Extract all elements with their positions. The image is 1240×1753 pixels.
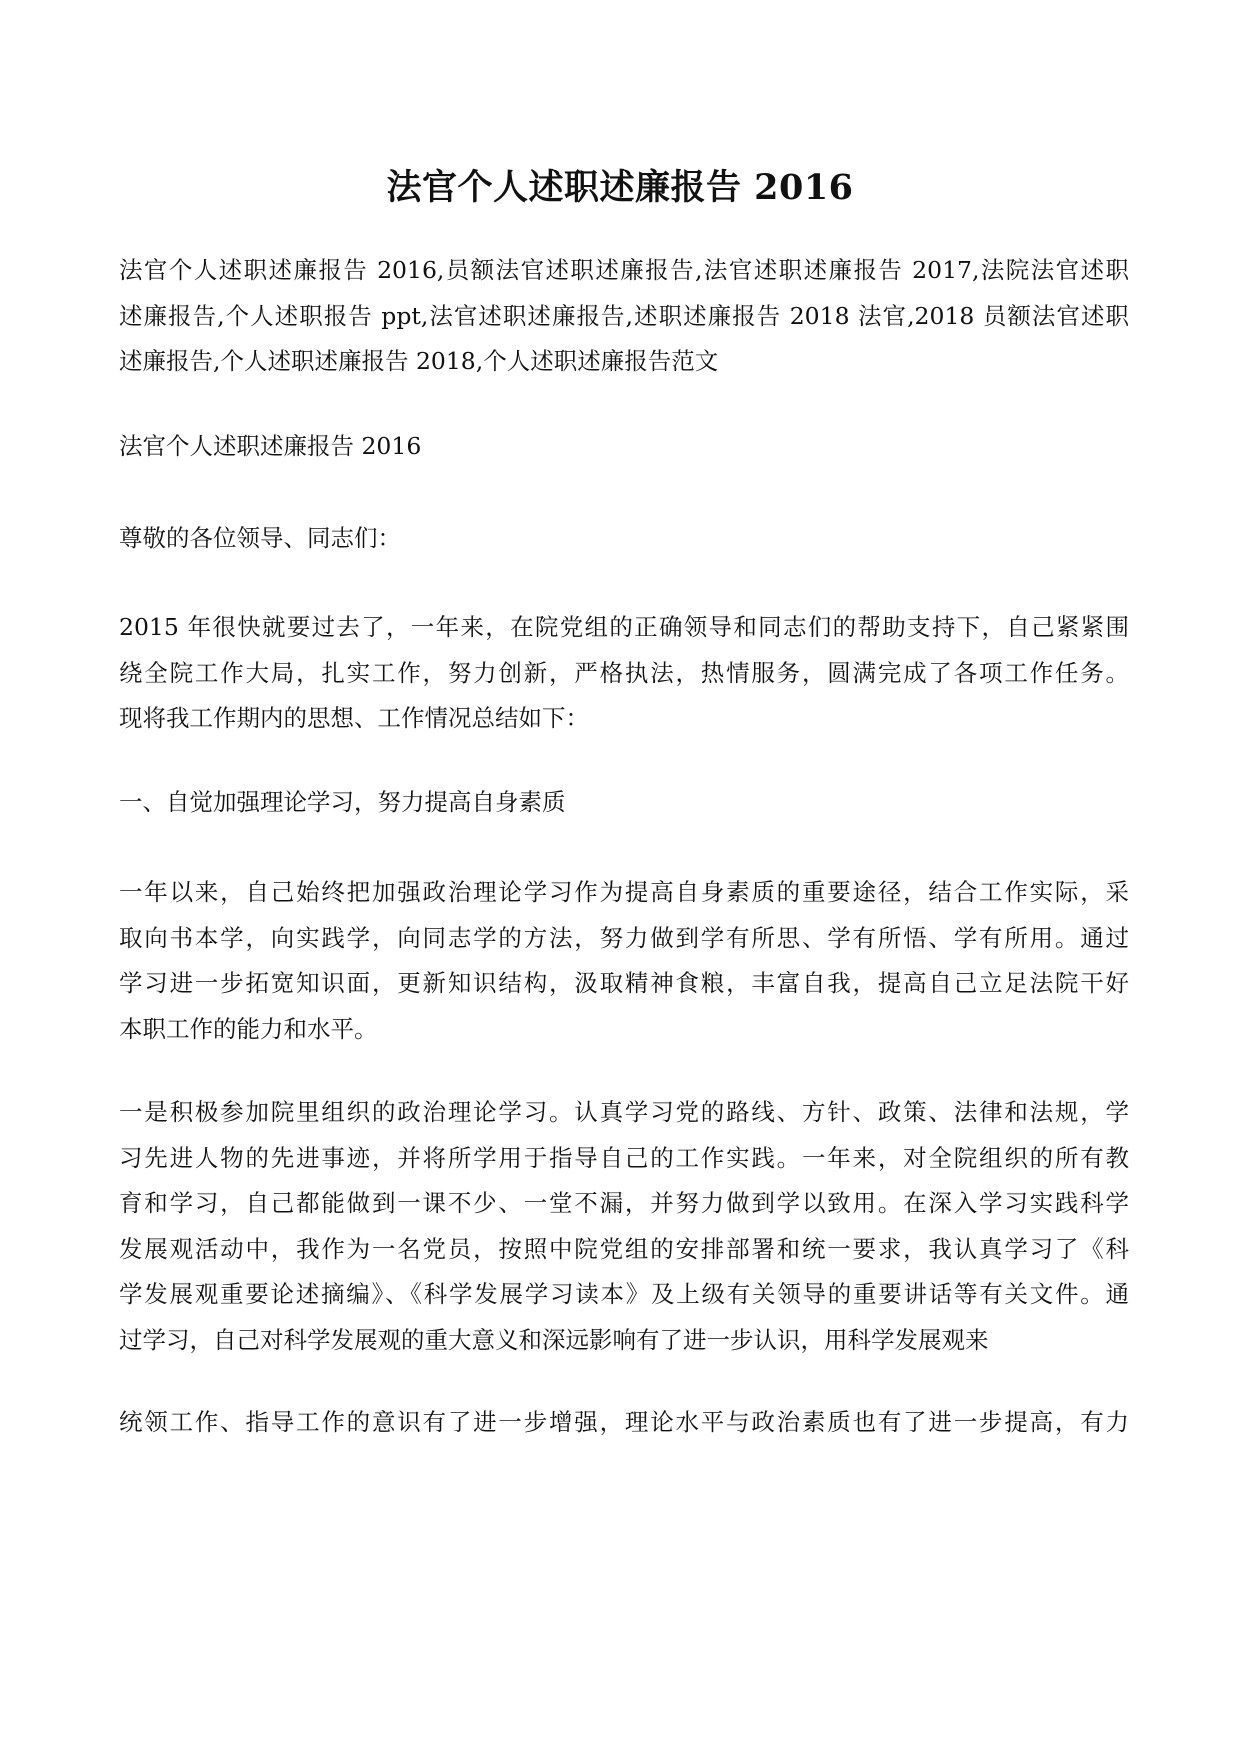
section1-paragraph (119, 870, 1129, 1052)
continuation-paragraph (119, 1400, 1129, 1446)
intro-line: 2015 年很快就要过去了，一年来，在院党组的正确领导和同志们的帮助支持下，自己紧紧围 (119, 613, 1129, 641)
document-subtitle (119, 424, 1129, 470)
keywords-line: 法官个人述职述廉报告 2016,员额法官述职述廉报告,法官述职述廉报告 2017,法院法官述职 (119, 256, 1129, 284)
document-title: 法官个人述职述廉报告 2016 (386, 167, 854, 208)
intro-line: 现将我工作期内的思想、工作情况总结如下： (119, 704, 589, 732)
keywords-paragraph (119, 248, 1129, 385)
item1-line: 习先进人物的先进事迹，并将所学用于指导自己的工作实践。一年来，对全院组织的所有教 (119, 1143, 1129, 1172)
intro-paragraph (119, 605, 1129, 742)
section1-item1-paragraph (119, 1090, 1129, 1363)
item1-line: 过学习，自己对科学发展观的重大意义和深远影响有了进一步认识，用科学发展观来 (119, 1325, 989, 1354)
section1-line: 学习进一步拓宽知识面，更新知识结构，汲取精神食粮，丰富自我，提高自己立足法院干好 (119, 969, 1129, 997)
item1-line: 学发展观重要论述摘编》、《科学发展学习读本》及上级有关领导的重要讲话等有关文件。通 (119, 1280, 1129, 1308)
item1-line: 育和学习，自己都能做到一课不少、一堂不漏，并努力做到学以致用。在深入学习实践科学 (119, 1189, 1129, 1217)
subtitle-line: 法官个人述职述廉报告 2016 (119, 432, 422, 460)
keywords-line: 述廉报告,个人述职述廉报告 2018,个人述职述廉报告范文 (119, 347, 719, 375)
section1-line: 本职工作的能力和水平。 (119, 1014, 378, 1043)
salutation (119, 516, 1129, 562)
section1-line: 取向书本学，向实践学，向同志学的方法，努力做到学有所思、学有所悟、学有所用。通过 (119, 923, 1129, 952)
keywords-line: 述廉报告,个人述职报告 ppt,法官述职述廉报告,述职述廉报告 2018 法官,2018 员额法官述职 (119, 301, 1129, 330)
salutation-line: 尊敬的各位领导、同志们： (119, 524, 401, 552)
intro-line: 绕全院工作大局，扎实工作，努力创新，严格执法，热情服务，圆满完成了各项工作任务。 (119, 658, 1129, 687)
continuation-line: 统领工作、指导工作的意识有了进一步增强，理论水平与政治素质也有了进一步提高，有力 (119, 1408, 1129, 1436)
section1-heading-line: 一、自觉加强理论学习，努力提高自身素质 (119, 788, 566, 816)
item1-line: 一是积极参加院里组织的政治理论学习。认真学习党的路线、方针、政策、法律和法规，学 (119, 1098, 1129, 1126)
section1-heading (119, 780, 1129, 826)
item1-line: 发展观活动中，我作为一名党员，按照中院党组的安排部署和统一要求，我认真学习了《科 (119, 1234, 1129, 1263)
section1-line: 一年以来，自己始终把加强政治理论学习作为提高自身素质的重要途径，结合工作实际，采 (119, 878, 1129, 906)
